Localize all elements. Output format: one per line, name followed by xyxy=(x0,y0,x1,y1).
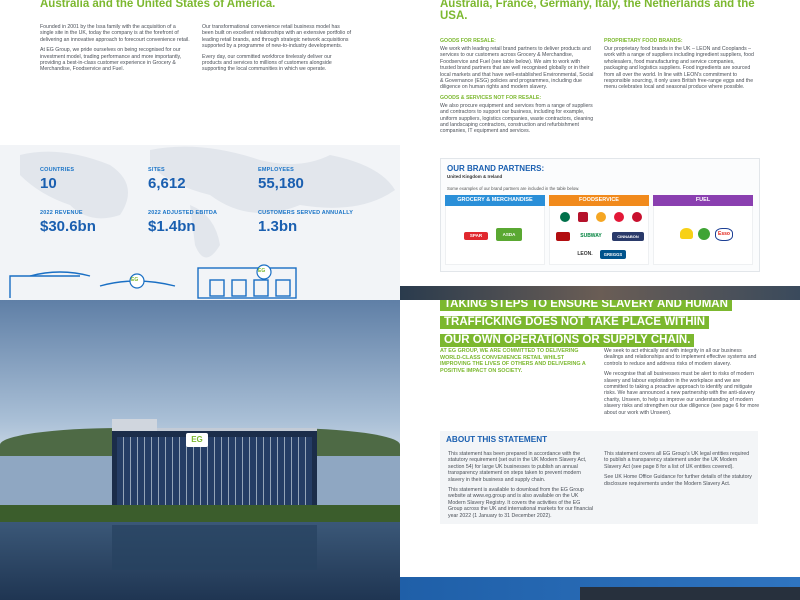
brand-column-grocery xyxy=(445,195,545,265)
stat-label: CUSTOMERS SERVED ANNUALLY xyxy=(258,210,354,216)
stat-ebitda xyxy=(148,210,217,235)
brand-partners-panel xyxy=(440,158,760,272)
goods-heading: GOODS FOR RESALE: xyxy=(440,38,496,44)
brand-column-header: FOODSERVICE xyxy=(549,195,649,206)
overview-paragraph: At EG Group, we pride ourselves on being recognised for our investment model, trading performance and more importantly, providing a best-in-class customer experience in Grocery & Merchandise, Foodservice and Fuel. xyxy=(40,47,182,73)
stat-label: EMPLOYEES xyxy=(258,167,295,173)
leon-logo: LEON. xyxy=(574,250,596,259)
about-heading: ABOUT THIS STATEMENT xyxy=(446,435,548,444)
stat-label: COUNTRIES xyxy=(40,167,75,173)
shell-logo xyxy=(680,228,693,239)
about-column-right xyxy=(604,451,752,491)
stat-countries xyxy=(40,167,74,192)
about-paragraph: This statement is available to download from the EG Group website at www.eg.group and is also available on the UK Modern Slavery Registry. It covers the activities of the EG Group across the UK and international markets for our financial year 2022 (1 January to 31 December 2022). xyxy=(448,487,594,519)
stat-sites xyxy=(148,167,186,192)
overview-column-right xyxy=(202,24,352,77)
banner-line: OUR OWN OPERATIONS OR SUPPLY CHAIN. xyxy=(440,334,694,347)
brand-column-body xyxy=(653,206,753,265)
brand-partners-title: OUR BRAND PARTNERS: xyxy=(447,164,545,173)
eg-sign-logo: EG xyxy=(131,277,139,283)
chicken-brand-logo xyxy=(632,212,642,222)
eg-building-sign: EG xyxy=(186,433,208,447)
headquarters-photo xyxy=(0,300,400,600)
overview-title: Australia and the United States of America. xyxy=(40,0,276,10)
supply-chain-title: Australia, France, Germany, Italy, the Netherlands and the USA. xyxy=(440,0,755,22)
kfc-logo xyxy=(578,212,588,222)
spar-logo: SPAR xyxy=(464,232,488,240)
building-windows xyxy=(117,437,312,507)
starbucks-logo xyxy=(560,212,570,222)
brand-partners-note: Some examples of our brand partners are included in the table below. xyxy=(447,186,580,191)
overview-paragraph: Our transformational convenience retail business model has been built on excellent relationships with an extensive portfolio of leading retail brands, and through strategic network acquisitions supported by a programme of new-to-industry developments. xyxy=(202,24,352,50)
stat-value: 55,180 xyxy=(258,175,304,192)
page-supply-chain xyxy=(400,0,800,300)
page-company-overview xyxy=(0,0,400,300)
brand-column-body xyxy=(445,206,545,265)
stat-value: $30.6bn xyxy=(40,218,96,235)
greggs-logo: GREGGS xyxy=(600,250,626,259)
brand-column-foodservice xyxy=(549,195,649,265)
about-column-left xyxy=(448,451,596,523)
brand-column-body xyxy=(549,206,649,265)
brand-column-header: GROCERY & MERCHANDISE xyxy=(445,195,545,206)
overview-paragraph: Every day, our committed workforce tirelessly deliver our products and services to millions of customers alongside supporting the local communities in which we operate. xyxy=(202,53,332,73)
not-for-resale-text: We also procure equipment and services from a range of suppliers and contractors to support our business, including for example, uniform suppliers, logistics companies, waste contractors, cleaning and landscaping contractors, construction and refurbishment companies, IT equipment and services. xyxy=(440,102,594,135)
pizza-hut-logo xyxy=(614,212,624,222)
ethics-column xyxy=(604,348,762,420)
cooplands-logo xyxy=(556,232,570,241)
overview-column-left xyxy=(40,24,190,77)
stat-label: 2022 ADJUSTED EBITDA xyxy=(148,210,218,216)
stat-customers xyxy=(258,210,353,235)
stat-employees xyxy=(258,167,304,192)
subway-logo: SUBWAY xyxy=(574,232,608,241)
about-paragraph: This statement has been prepared in accordance with the statutory requirement (set out in the UK Modern Slavery Act, section 54) for large UK businesses to publish an annual transparency statement on steps taken to prevent modern slavery in their business and supply chain. xyxy=(448,451,587,483)
brand-column-header: FUEL xyxy=(653,195,753,206)
ethics-paragraph: We seek to act ethically and with integrity in all our business dealings and relationships and to implement effective systems and controls to reduce and address risks of modern slavery. xyxy=(604,348,757,367)
stat-revenue xyxy=(40,210,96,235)
brand-column-fuel xyxy=(653,195,753,265)
commitment-statement: AT EG GROUP, WE ARE COMMITTED TO DELIVERING WORLD-CLASS CONVENIENCE RETAIL WHILST IMPROVING THE LIVES OF OTHERS AND DELIVERING A POSITIVE IMPACT ON SOCIETY. xyxy=(440,348,586,374)
page-statement xyxy=(400,300,800,600)
stat-value: 1.3bn xyxy=(258,218,298,235)
goods-text: We work with leading retail brand partners to deliver products and services to our customers across Grocery & Merchandise, Foodservice and Fuel (see table below). We aim to work with trusted brand partners that are well recognised globally or in their local markets and that have well-established Environmental, Social & Governance (ESG) policies and programmes, including due diligence on human rights and modern slavery. xyxy=(440,46,594,91)
stat-label: 2022 REVENUE xyxy=(40,210,83,216)
stat-value: 6,612 xyxy=(148,175,186,192)
forecourt-illustration-icon xyxy=(0,262,400,300)
building-reflection xyxy=(112,525,317,570)
not-for-resale-heading: GOODS & SERVICES NOT FOR RESALE: xyxy=(440,94,542,101)
cinnabon-logo: CINNABON xyxy=(612,232,644,241)
statement-banner xyxy=(440,300,740,354)
about-paragraph: See UK Home Office Guidance for further details of the statutory disclosure requirements under the Modern Slavery Act. xyxy=(604,474,752,487)
asda-logo: ASDA xyxy=(496,228,522,241)
about-paragraph: This statement covers all EG Group's UK legal entities required to publish a transparency statement under the UK Modern Slavery Act (see page 8 for a list of UK entities covered). xyxy=(604,451,750,470)
stat-label: SITES xyxy=(148,167,165,173)
proprietary-brands-section xyxy=(604,38,759,95)
bp-logo xyxy=(698,228,710,240)
eg-sign-logo: EG xyxy=(258,268,266,274)
brand-partners-region: United Kingdom & Ireland xyxy=(447,174,503,179)
stat-value: 10 xyxy=(40,175,57,192)
footer-dark-strip xyxy=(580,587,800,600)
banner-line: TRAFFICKING DOES NOT TAKE PLACE WITHIN xyxy=(440,316,709,329)
ethics-paragraph: We recognise that all businesses must be alert to risks of modern slavery and labour exploitation in the workplace and we are committed to taking a proactive approach to identify and mitigate risks. We have announced a new partnership with the anti-slavery charity, Unseen, to help us improve our understanding of modern slavery risks and strengthen our due diligence (see page 6 for more about our work with Unseen). xyxy=(604,371,760,416)
banner-line: TAKING STEPS TO ENSURE SLAVERY AND HUMAN xyxy=(440,300,732,311)
overview-paragraph: Founded in 2001 by the Issa family with the acquisition of a single site in the UK, today the company is at the forefront of delivering an innovative approach to forecourt convenience retail. xyxy=(40,24,190,43)
stat-value: $1.4bn xyxy=(148,218,196,235)
burger-king-logo xyxy=(596,212,606,222)
proprietary-heading: PROPRIETARY FOOD BRANDS: xyxy=(604,38,683,44)
proprietary-text: Our proprietary food brands in the UK – LEON and Cooplands – work with a range of suppliers including ingredient suppliers, food wholesalers, food manufacturing and service companies, packaging and logistics suppliers. Food ingredients are sourced from all over the world. In line with LEON's commitment to responsible sourcing, it only uses British free-range eggs and the menu celebrates local and seasonal produce where possible. xyxy=(604,46,754,91)
goods-for-resale-section xyxy=(440,38,595,139)
about-statement-panel xyxy=(440,431,758,524)
esso-logo: Esso xyxy=(715,228,733,241)
office-building xyxy=(112,428,317,511)
photo-strip xyxy=(400,286,800,300)
